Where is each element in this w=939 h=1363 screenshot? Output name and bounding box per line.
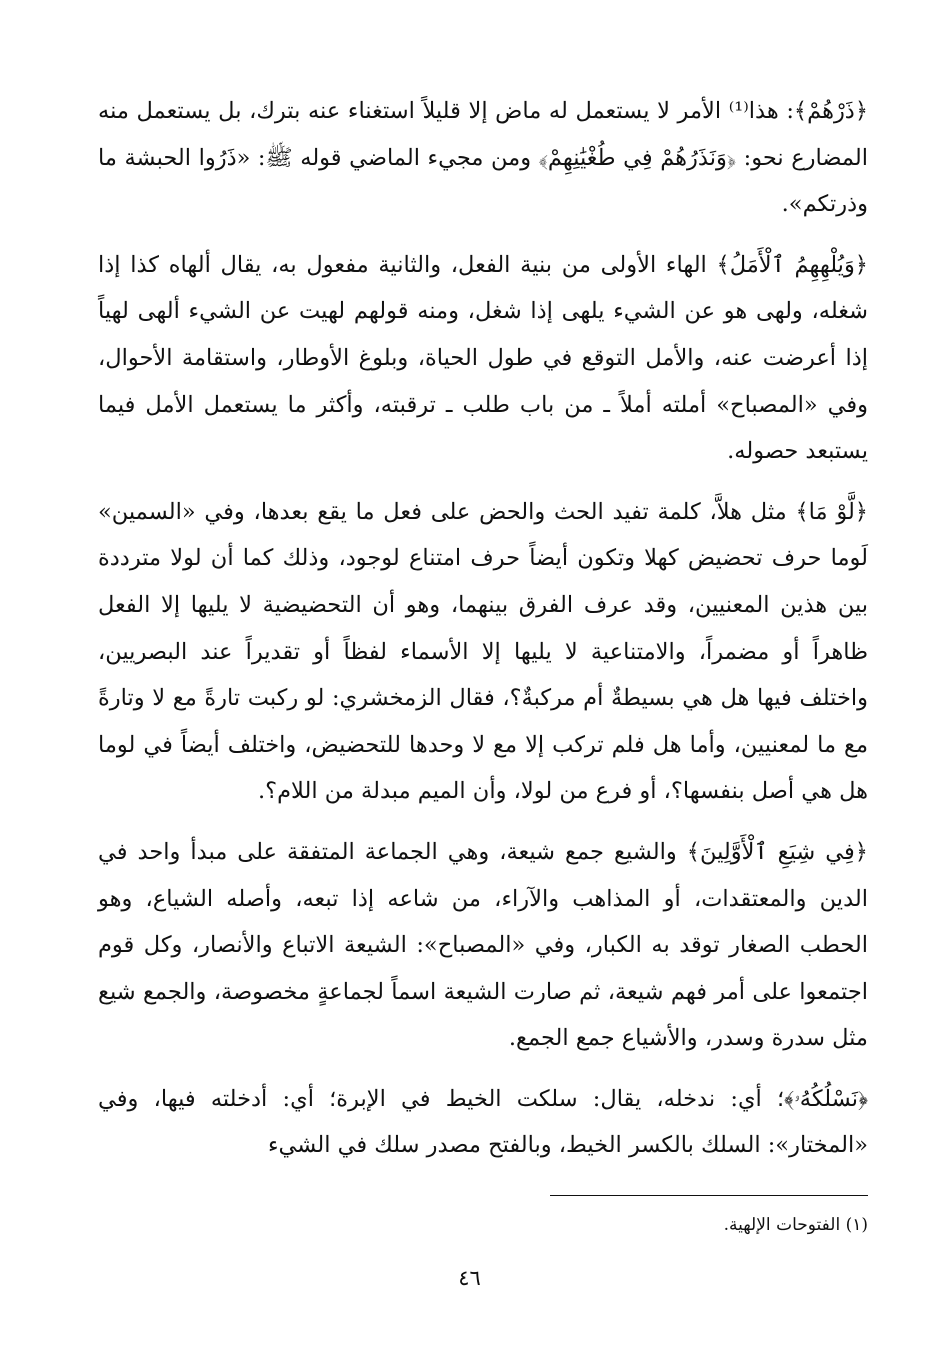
footnote: (١) الفتوحات الإلهية. bbox=[723, 1215, 868, 1235]
page-body bbox=[98, 88, 868, 1169]
page-number: ٤٦ bbox=[458, 1266, 481, 1290]
paragraph-fi-shiya-al-awwalin: ﴿فِي شِيَعِ ٱلْأَوَّلِينَ﴾ والشيع جمع شيعة، وهي الجماعة المتفقة على مبدأ واحد في الدين والمعتقدات، أو المذاهب والآراء، من شاعه إذا تبعه، وأصله الشياع، وهو الحطب الصغار توقد به الكبار، وفي «المصباح»: الشيعة الاتباع والأنصار، وكل قوم اجتمعوا على أمر فهم شيعة، ثم صارت الشيعة اسماً لجماعةٍ مخصوصة، والجمع شيع مثل سدرة وسدر، والأشياع جمع الجمع. bbox=[98, 838, 868, 1052]
footnote-divider bbox=[550, 1195, 868, 1196]
paragraph-wa-yulhihim-al-amal: ﴿وَيُلْهِهِمُ ٱلْأَمَلُ﴾ الهاء الأولى من بنية الفعل، والثانية مفعول به، يقال ألهاه كذا إذا شغله، ولهى هو عن الشيء يلهى إذا شغل، ومنه قولهم لهيت عن الشيء ألهى لهياً إذا أعرضت عنه، والأمل التوقع في طول الحياة، وبلوغ الأوطار، واستقامة الأحوال، وفي «المصباح» أملته أملاً ـ من باب طلب ـ ترقبته، وأكثر ما يستعمل الأمل فيما يستبعد حصوله. bbox=[98, 251, 868, 465]
paragraph-naslukuhu: ﴿نَسْلُكُهُۥ﴾؛ أي: ندخله، يقال: سلكت الخيط في الإبرة؛ أي: أدخلته فيها، وفي «المختار»: السلك بالكسر الخيط، وبالفتح مصدر سلك في الشيء bbox=[98, 1085, 868, 1159]
paragraph-law-ma: ﴿لَّوْ مَا﴾ مثل هلاَّ، كلمة تفيد الحث والحض على فعل ما يقع بعدها، وفي «السمين» لَوما حرف تحضيض كهلا وتكون أيضاً حرف امتناع لوجود، وذلك كما أن لولا مترددة بين هذين المعنيين، وقد عرف الفرق بينهما، وهو أن التحضيضية لا يليها إلا الفعل ظاهراً أو مضمراً، والامتناعية لا يليها إلا الأسماء لفظاً أو تقديراً عند البصريين، واختلف فيها هل هي بسيطةٌ أم مركبةٌ؟، فقال الزمخشري: لو ركبت تارةً مع لا وتارةً مع ما لمعنيين، وأما هل فلم تركب إلا مع لا وحدها للتحضيض، واختلف أيضاً في لوما هل هي أصل بنفسها؟، أو فرع من لولا، وأن الميم مبدلة من اللام؟. bbox=[98, 498, 868, 805]
paragraph-dharhum: ﴿ذَرْهُمْ﴾: هذا⁽¹⁾ الأمر لا يستعمل له ماض إلا قليلاً استغناء عنه بترك، بل يستعمل منه المضارع نحو: ﴿وَنَذَرُهُمْ فِي طُغْيَٰنِهِمْ﴾ ومن مجيء الماضي قوله ﷺ: «ذَرُوا الحبشة ما وذرتكم». bbox=[98, 98, 869, 218]
